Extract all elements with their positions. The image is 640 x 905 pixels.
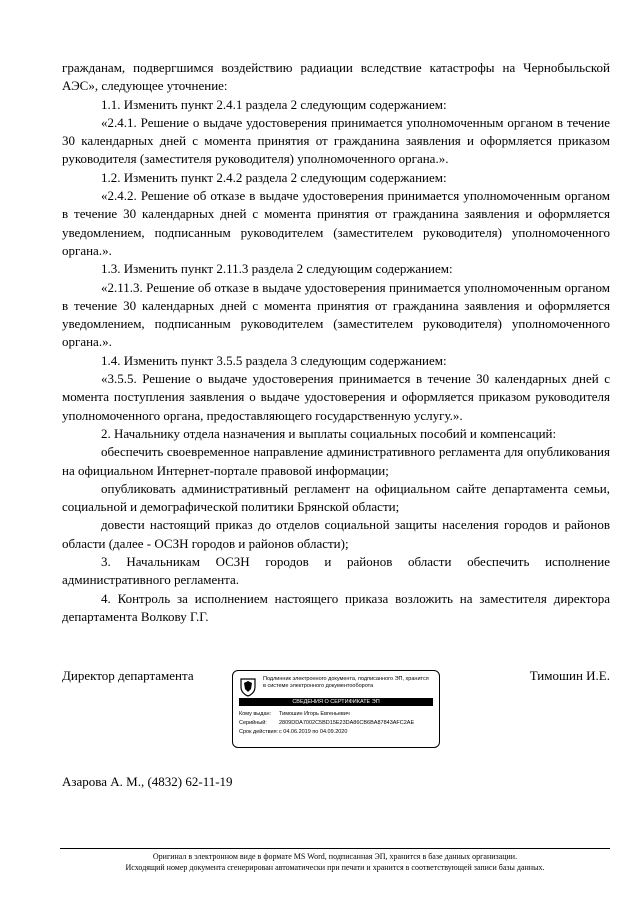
serial-label: Серийный: <box>239 720 267 726</box>
validity-value: с 04.06.2019 по 04.09.2020 <box>279 729 348 735</box>
paragraph: 4. Контроль за исполнением настоящего приказа возложить на заместителя директора департамента Волкову Г.Г. <box>62 590 610 624</box>
signer-position: Директор департамента <box>62 668 194 683</box>
certificate-owner <box>239 711 350 718</box>
signature-block <box>62 660 610 750</box>
footer <box>60 852 610 873</box>
executor-contact: Азарова А. М., (4832) 62-11-19 <box>62 774 233 789</box>
paragraph: «2.4.1. Решение о выдаче удостоверения принимается уполномоченным органом в течение 30 календарных дней с момента принятия от гражданина заявления и оформляется приказом руководителя (заместителя руководителя) уполномоченного органа.». <box>62 114 610 167</box>
paragraph: 1.4. Изменить пункт 3.5.5 раздела 3 следующим содержанием: <box>101 352 447 368</box>
paragraph: опубликовать административный регламент на официальном сайте департамента семьи, социальной и демографической политики Брянской области; <box>62 480 610 515</box>
footer-line: Оригинал в электронном виде в формате MS Word, подписанная ЭП, хранится в базе данных организации. <box>152 852 518 861</box>
paragraph: довести настоящий приказ до отделов социальной защиты населения городов и районов области (далее - ОСЗН городов и районов области); <box>62 517 610 551</box>
owner-value: Тимошин Игорь Евгеньевич <box>279 711 350 717</box>
paragraph: гражданам, подвергшимся воздействию радиации вследствие катастрофы на Чернобыльской АЭС», следующее уточнение: <box>62 60 610 94</box>
signer-name: Тимошин И.Е. <box>529 668 610 683</box>
paragraph: 2. Начальнику отдела назначения и выплаты социальных пособий и компенсаций: <box>101 425 557 441</box>
validity-label: Срок действия: <box>239 729 279 735</box>
paragraph: 3. Начальникам ОСЗН городов и районов области обеспечить исполнение административного регламента. <box>62 554 610 588</box>
certificate-header: СВЕДЕНИЯ О СЕРТИФИКАТЕ ЭП <box>239 698 433 706</box>
document-body <box>62 59 610 626</box>
certificate-validity <box>239 729 347 736</box>
paragraph: 1.3. Изменить пункт 2.11.3 раздела 2 следующим содержанием: <box>101 261 453 277</box>
footer-divider <box>60 848 610 849</box>
e-signature-stamp <box>232 670 440 748</box>
paragraph: 1.1. Изменить пункт 2.4.1 раздела 2 следующим содержанием: <box>101 96 447 112</box>
stamp-note: Подлинник электронного документа, подписанного ЭП, хранится в системе электронного документооборота <box>263 676 429 689</box>
paragraph: «2.11.3. Решение об отказе в выдаче удостоверения принимается уполномоченным органом в течение 30 календарных дней с момента принятия от гражданина заявления и оформляется уведомлением, подписанным руководителем (заместителем руководителя) уполномоченного органа.». <box>62 279 610 350</box>
paragraph: обеспечить своевременное направление административного регламента для опубликования на официальном Интернет-портале правовой информации; <box>62 444 610 478</box>
footer-line: Исходящий номер документа сгенерирован автоматически при печати и хранится в соответствующей записи базы данных. <box>125 862 545 872</box>
owner-label: Кому выдан: <box>239 711 272 717</box>
paragraph: «3.5.5. Решение о выдаче удостоверения принимается в течение 30 календарных дней с момента поступления заявления о выдаче удостоверения и оформляется приказом руководителя уполномоченного органа, предоставляющего государственную услугу.». <box>62 371 610 423</box>
coat-of-arms-icon <box>239 677 257 697</box>
serial-value: 2809DDA7002C5BD15E23DA86CB6BA87843AFC2AE <box>279 720 415 726</box>
certificate-serial <box>239 720 414 727</box>
paragraph: 1.2. Изменить пункт 2.4.2 раздела 2 следующим содержанием: <box>101 169 447 185</box>
paragraph: «2.4.2. Решение об отказе в выдаче удостоверения принимается уполномоченным органом в течение 30 календарных дней с момента принятия от гражданина заявления и оформляется уведомлением, подписанным руководителем (заместителем руководителя) уполномоченного органа.». <box>62 188 610 258</box>
